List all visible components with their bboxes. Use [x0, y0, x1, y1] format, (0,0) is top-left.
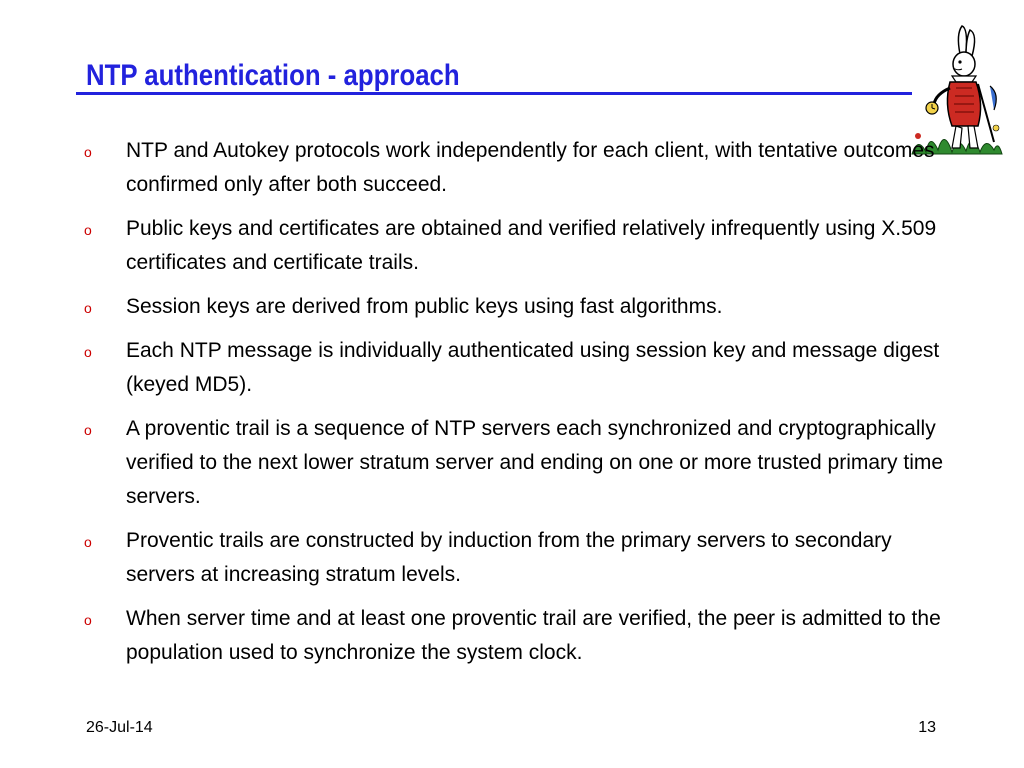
- bullet-item: [82, 134, 952, 202]
- footer-page-number: 13: [918, 719, 936, 736]
- bullet-list: [82, 134, 952, 680]
- bullet-item: [82, 334, 952, 402]
- bullet-text: Proventic trails are constructed by induction from the primary servers to secondary servers at increasing stratum levels.: [126, 529, 892, 586]
- slide-title: NTP authentication - approach: [86, 59, 460, 92]
- bullet-text: Each NTP message is individually authenticated using session key and message digest (keyed MD5).: [126, 339, 940, 396]
- bullet-text: A proventic trail is a sequence of NTP servers each synchronized and cryptographically verified to the next lower stratum server and ending on one or more trusted primary time servers.: [126, 417, 944, 508]
- title-underline: [76, 92, 912, 95]
- bullet-marker: o: [84, 144, 92, 160]
- bullet-marker: o: [84, 422, 92, 438]
- bullet-text: When server time and at least one proventic trail are verified, the peer is admitted to the population used to synchronize the system clock.: [126, 607, 941, 664]
- bullet-item: [82, 290, 952, 324]
- bullet-text: NTP and Autokey protocols work independently for each client, with tentative outcomes confirmed only after both succeed.: [126, 139, 935, 196]
- bullet-marker: o: [84, 344, 92, 360]
- bullet-marker: o: [84, 534, 92, 550]
- bullet-item: [82, 212, 952, 280]
- bullet-text: Session keys are derived from public keys using fast algorithms.: [126, 295, 723, 318]
- bullet-item: [82, 524, 952, 592]
- bullet-item: [82, 602, 952, 670]
- bullet-text: Public keys and certificates are obtained and verified relatively infrequently using X.509 certificates and certificate trails.: [126, 217, 937, 274]
- bullet-marker: o: [84, 222, 92, 238]
- bullet-marker: o: [84, 300, 92, 316]
- bullet-marker: o: [84, 612, 92, 628]
- bullet-item: [82, 412, 952, 514]
- footer-date: 26-Jul-14: [86, 719, 153, 736]
